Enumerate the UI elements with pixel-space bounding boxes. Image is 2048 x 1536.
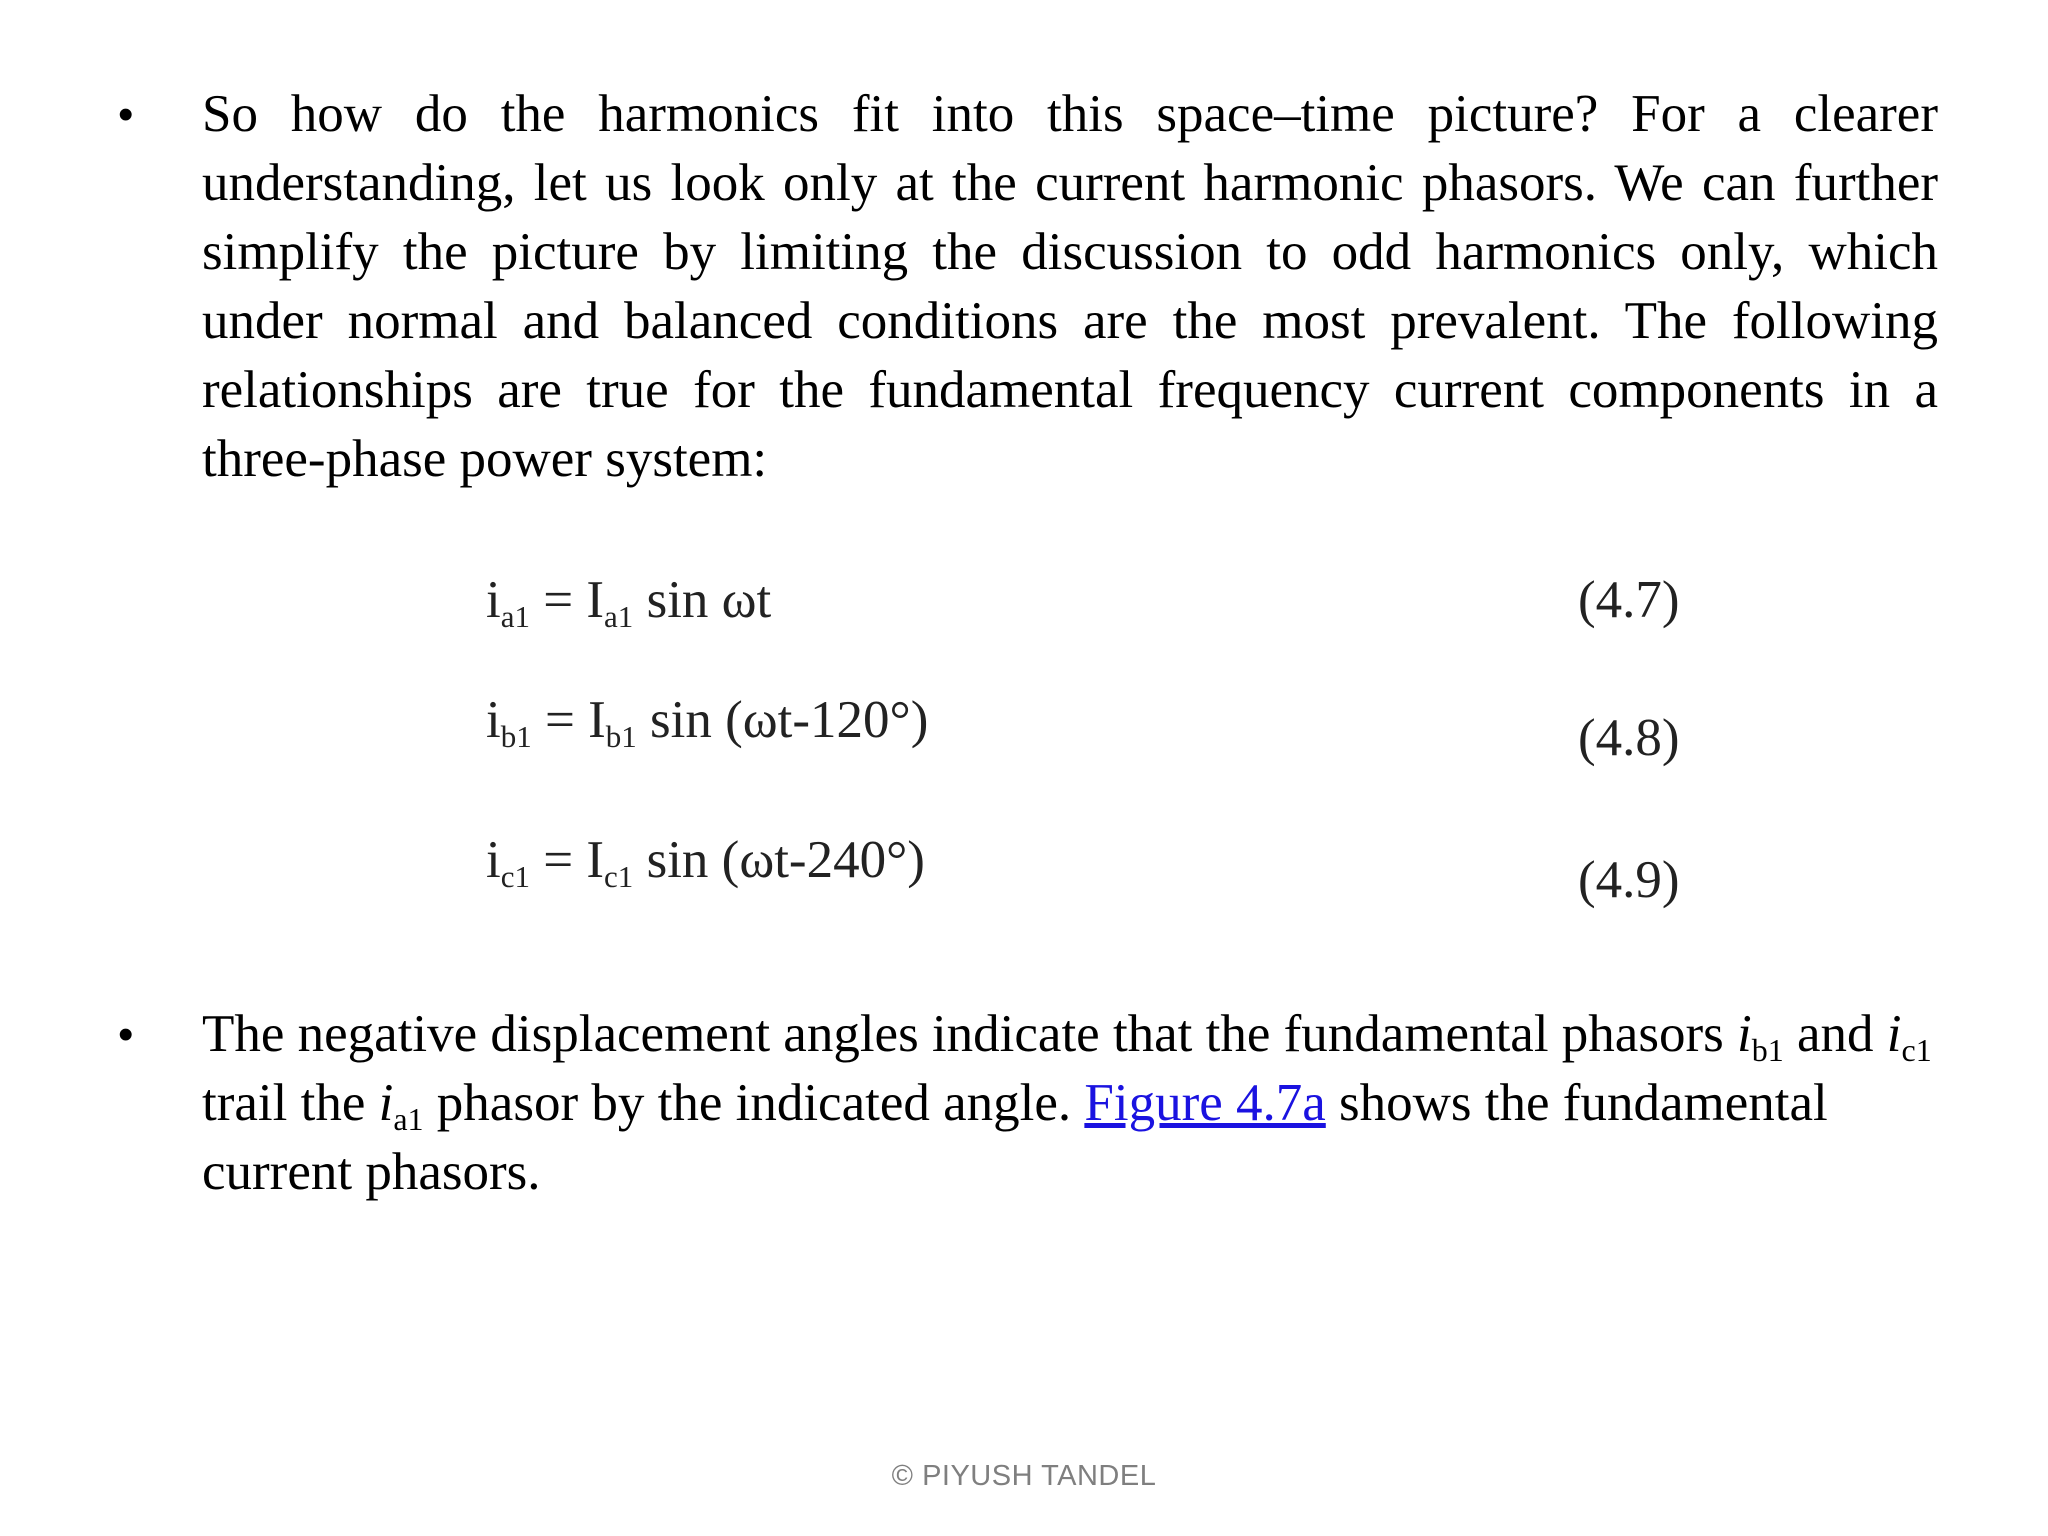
bullet-marker: • [118, 1010, 134, 1059]
equation-4-8 [486, 690, 928, 752]
text-segment: shows the fundamental current phasors. [202, 1074, 1828, 1201]
bullet-text-intro: So how do the harmonics fit into this space–time picture? For a clearer understanding, let us look only at the current harmonic phasors. We can further simplify the picture by limiting the discussion to odd harmonics only, which under normal and balanced conditions are the most prevalent. The following relationships are true for the fundamental frequency current components in a three-phase power system: [202, 85, 1938, 488]
eq-lhs-var: i [486, 571, 501, 629]
equation-4-9 [486, 830, 925, 892]
eq-rhs-var: I [586, 571, 605, 629]
eq-sign: = [531, 691, 589, 749]
phasor-ia1-sub: a1 [393, 1101, 424, 1137]
phasor-ic1-sub: c1 [1901, 1032, 1932, 1068]
equation-number-4-8: (4.8) [1578, 709, 1680, 767]
text-segment: and [1783, 1005, 1887, 1063]
phasor-ia1-var: i [378, 1074, 394, 1132]
eq-lhs-sub: a1 [500, 599, 530, 634]
equation-number-4-7: (4.7) [1578, 571, 1680, 629]
eq-rhs-var: I [586, 831, 605, 889]
eq-lhs-sub: c1 [500, 859, 530, 894]
eq-lhs-var: i [486, 831, 501, 889]
equation-4-7 [486, 570, 771, 632]
phasor-ib1-var: i [1736, 1005, 1752, 1063]
eq-rhs-sub: b1 [605, 719, 637, 754]
eq-rhs-sub: c1 [604, 859, 634, 894]
eq-rhs-sub: a1 [604, 599, 634, 634]
text-segment: The negative displacement angles indicate that the fundamental phasors [202, 1005, 1737, 1063]
eq-lhs-sub: b1 [500, 719, 532, 754]
eq-lhs-var: i [486, 691, 501, 749]
eq-rhs-var: I [588, 691, 606, 749]
eq-rhs-expr: sin (ωt-240°) [633, 831, 925, 889]
eq-sign: = [530, 571, 587, 629]
figure-4-7a-link[interactable]: Figure 4.7a [1084, 1074, 1326, 1132]
eq-rhs-expr: sin (ωt-120°) [636, 691, 929, 749]
text-segment: phasor by the indicated angle. [423, 1074, 1085, 1132]
phasor-ib1-sub: b1 [1751, 1032, 1784, 1068]
footer-copyright: © PIYUSH TANDEL [891, 1460, 1157, 1492]
eq-rhs-expr: sin ωt [633, 571, 772, 629]
bullet-text-phasors [202, 1000, 1938, 1207]
text-segment: trail the [202, 1074, 379, 1132]
equation-number-4-9: (4.9) [1578, 851, 1680, 909]
bullet-marker: • [118, 90, 134, 139]
phasor-ic1-var: i [1886, 1005, 1902, 1063]
eq-sign: = [530, 831, 587, 889]
